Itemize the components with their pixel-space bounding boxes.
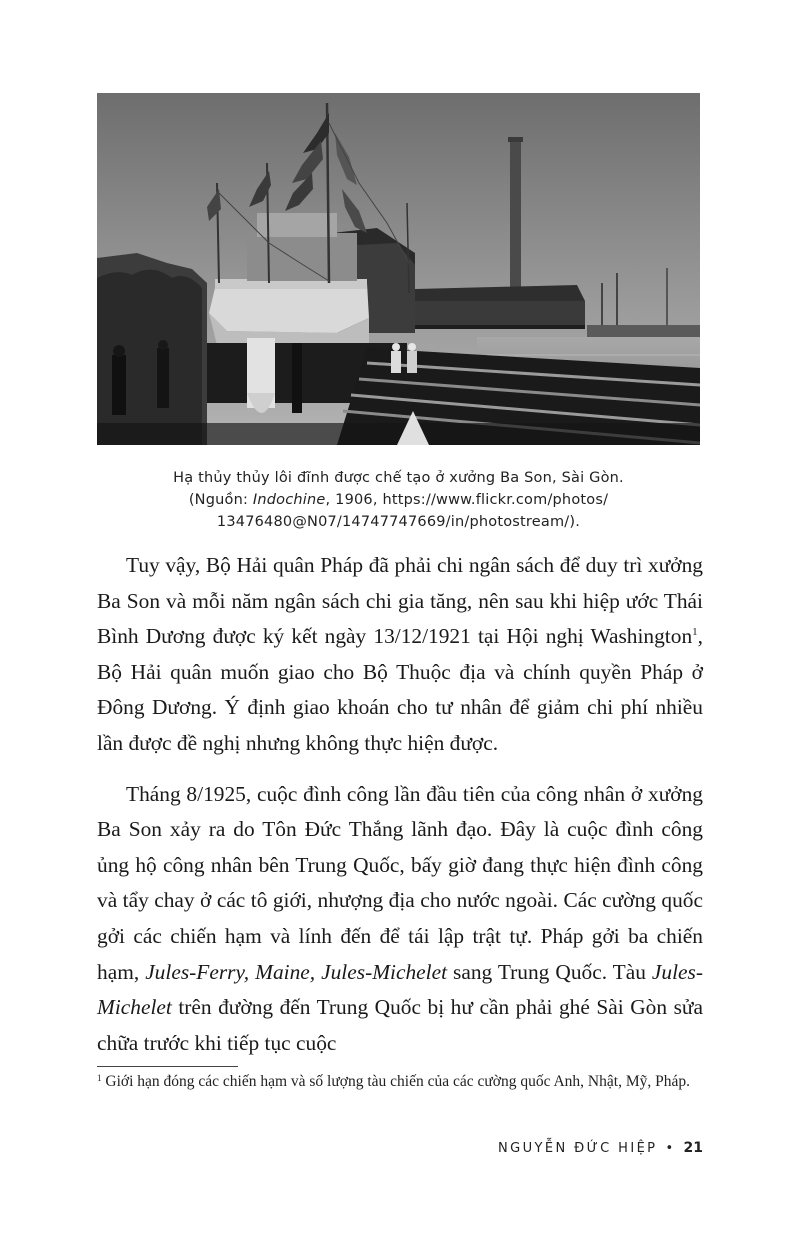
caption-line-2 [97,489,700,511]
caption-source-title: Indochine [252,492,326,508]
paragraph-2-text-a: Tháng 8/1925, cuộc đình công lần đầu tiên của công nhân ở xưởng Ba Son xảy ra do Tôn Đức Thắng lãnh đạo. Đây là cuộc đình công ủng hộ công nhân bên Trung Quốc, bấy giờ đang thực hiện đình công và tẩy chay ở các tô giới, nhượng địa cho nước ngoài. Các cường quốc gởi các chiến hạm và lính đến để tái lập trật tự. Pháp gởi ba chiến hạm, [97,781,703,984]
caption-line-3: 13476480@N07/14747747669/in/photostream/). [216,514,581,530]
paragraph-1-text-a: Tuy vậy, Bộ Hải quân Pháp đã phải chi ngân sách để duy trì xưởng Ba Son và mỗi năm ngân sách chi gia tăng, nên sau khi hiệp ước Thái Bình Dương được ký kết ngày 13/12/1921 tại Hội nghị Washington [97,553,703,649]
photo-caption [97,467,700,533]
footnote [97,1070,703,1094]
paragraph-2-text-c: trên đường đến Trung Quốc bị hư cần phải ghé Sài Gòn sửa chữa trước khi tiếp tục cuộc [97,995,703,1055]
bullet-separator: • [665,1140,676,1156]
footnote-text: Giới hạn đóng các chiến hạm và số lượng tàu chiến của các cường quốc Anh, Nhật, Mỹ, Pháp. [101,1073,690,1090]
ship-names: Jules-Ferry, Maine, Jules-Michelet [145,959,448,984]
body-text [97,548,703,1061]
running-footer [498,1140,703,1156]
caption-source-prefix: (Nguồn: [188,492,253,508]
ship-name: Jules-Michelet [97,959,703,1020]
paragraph-2-text-b: sang Trung Quốc. Tàu [447,959,652,984]
paragraph-1 [97,548,703,762]
caption-source-url: , 1906, https://www.flickr.com/photos/ [325,492,609,508]
page-number: 21 [683,1140,703,1156]
footnote-marker: 1 [97,1073,102,1083]
paragraph-1-text-b: , Bộ Hải quân muốn giao cho Bộ Thuộc địa và chính quyền Pháp ở Đông Dương. Ý định giao khoán cho tư nhân để giảm chi phí nhiều lần được đề nghị nhưng không thực hiện được. [97,624,703,755]
author-name: NGUYỄN ĐỨC HIỆP [498,1140,658,1156]
paragraph-2 [97,777,703,1062]
caption-line-1: Hạ thủy thủy lôi đĩnh được chế tạo ở xưởng Ba Son, Sài Gòn. [173,470,624,486]
historical-photo [97,93,700,445]
footnote-reference: 1 [692,626,698,639]
footnote-divider [97,1066,238,1067]
